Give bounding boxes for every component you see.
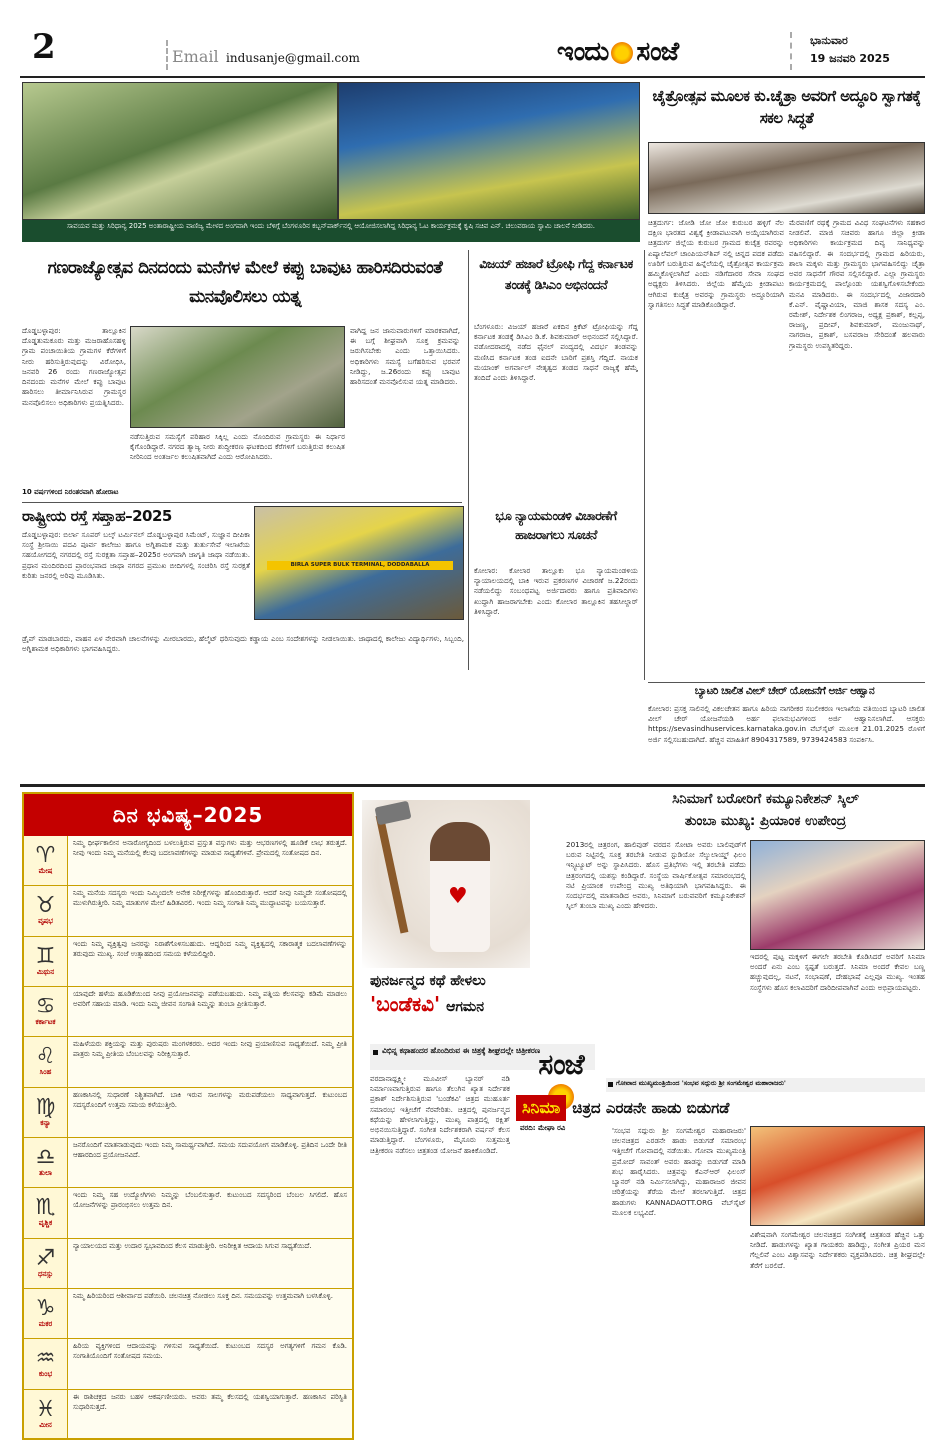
- cinema-subhead: [606, 1078, 925, 1092]
- bandekavi-lead-text: ವಿಭಿನ್ನ ಕಥಾಹಂದರ ಹೊಂದಿರುವ ಈ ಚಿತ್ರಕ್ಕೆ ಶೀಘ್ರದಲ್ಲೇ ಚಿತ್ರೀಕರಣ: [382, 1046, 541, 1055]
- zodiac-icon: ♒: [35, 1346, 56, 1372]
- wheelchair-headline: ಬ್ಯಾಟರಿ ಚಾಲಿತ ವೀಲ್ ಚೇರ್ ಯೋಜನೆಗೆ ಅರ್ಜಿ ಆಹ್ವಾನ: [694, 685, 875, 697]
- horoscope-row: [24, 1088, 352, 1138]
- horoscope-row: [24, 1239, 352, 1289]
- top-photo-left: [22, 82, 338, 220]
- zodiac-name: ವೃಶ್ಚಿಕ: [38, 1219, 53, 1228]
- top-photo-caption: ಸಾವಯವ ಮತ್ತು ಸಿರಿಧಾನ್ಯ 2025 ಅಂತಾರಾಷ್ಟ್ರೀಯ ವಾಣಿಜ್ಯ ಮೇಳದ ಅಂಗವಾಗಿ ಇಂದು ಬೆಳಿಗ್ಗೆ ಬೆಂಗಳೂರಿನ ಕಬ್ಬನ್‌ಪಾರ್ಕ್‌ನಲ್ಲಿ ಆಯೋಜಿಸಲಾಗಿದ್ದ ಸಿರಿಧಾನ್ಯ ಓಟ ಕಾರ್ಯಕ್ರಮಕ್ಕೆ ಕೃಷಿ ಸಚಿವ ಎನ್. ಚಲುವರಾಯ ಸ್ವಾಮಿ ಚಾಲನೆ ನೀಡಿದರು.: [22, 220, 640, 242]
- horoscope-title-bar: [24, 794, 352, 836]
- cinema-photo: [750, 1126, 925, 1226]
- priyanka-photo: [750, 840, 925, 950]
- zodiac-name: ತುಲಾ: [39, 1168, 52, 1177]
- square-bullet-icon: [373, 1050, 378, 1055]
- zodiac-prediction: ನಿಮ್ಮ ಹಿರಿಯರಿಂದ ಆಶೀರ್ವಾದ ಪಡೆಯಿರಿ. ಚಲನಚಿತ್ರ ನೋಡಲು ಸೂಕ್ತ ದಿನ. ಸಮಯವನ್ನು ಉತ್ತಮವಾಗಿ ಬಳಸಿಕೊಳ್ಳಿ.: [73, 1292, 333, 1300]
- priyanka-headline: [606, 790, 925, 836]
- zodiac-name: ಕುಂಭ: [38, 1370, 53, 1379]
- zodiac-sign: [24, 886, 68, 935]
- column-divider: [468, 250, 469, 670]
- email-label: Email: [172, 47, 219, 66]
- zodiac-icon: ♌: [35, 1044, 56, 1070]
- flag-col1: ದೊಡ್ಡಬಳ್ಳಾಪುರ: ತಾಲ್ಲೂಕಿನ ದೊಡ್ಡತುಮಕೂರು ಮತ್ತು ಮಜರಾಹೊಸಹಳ್ಳಿ ಗ್ರಾಮ ಪಂಚಾಯಿತಿಯ ಗ್ರಾಮಗಳ ಕೆರೆಗಳಿಗೆ ನೀರು ಹರಿಸುತ್ತಿರುವುದನ್ನು ವಿರೋಧಿಸಿ, ಜನವರಿ 26 ರಂದು ಗಣರಾಜ್ಯೋತ್ಸವ ದಿನದಂದು ಮನೆಗಳ ಮೇಲೆ ಕಪ್ಪು ಬಾವುಟ ಹಾರಿಸಲು ತೀರ್ಮಾನಿಸಿರುವ ಗ್ರಾಮಸ್ಥರ ಮನವೊಲಿಸಲು ಅಧಿಕಾರಿಗಳು ಪ್ರಯತ್ನಿಸಿದರು.: [22, 326, 126, 407]
- mid-page-rule: [20, 784, 925, 787]
- zodiac-prediction: ಇಂದು ನಿಮ್ಮ ವ್ಯಕ್ತಿತ್ವವು ಜನರನ್ನು ನಿರಾಶೆಗೊಳಿಸಬಹುದು. ಆದ್ದರಿಂದ ನಿಮ್ಮ ವ್ಯಕ್ತಿತ್ವದಲ್ಲಿ ಸಕಾರಾತ್ಮಕ ಬದಲಾವಣೆಗಳನ್ನು ತರುವುದು ಮುಖ್ಯ. ಸಂಜೆ ಉತ್ಸಾಹದಿಂದ ಸಮಯ ಕಳೆಯಲಿದ್ದೀರಿ.: [73, 939, 347, 958]
- zodiac-icon: ♍: [35, 1094, 56, 1120]
- column-divider: [644, 250, 645, 680]
- zodiac-sign: [24, 836, 68, 885]
- section-rule: [648, 682, 925, 683]
- zodiac-sign: [24, 1390, 68, 1439]
- cricket-headline: ವಿಜಯ್ ಹಜಾರೆ ಟ್ರೋಫಿ ಗೆದ್ದ ಕರ್ನಾಟಕ ತಂಡಕ್ಕೆ ಡಿಸಿಎಂ ಅಭಿನಂದನೆ: [479, 256, 633, 292]
- page-header: [0, 0, 945, 80]
- zodiac-prediction: ಮಹಿಳೆಯರು ಶಕ್ತಿಯನ್ನು ಮತ್ತು ಪುರುಷರು ಮಂಗಳಕರರು. ಅದರ ಇಂದು ನೀವು ಪ್ರಯಾಣಿಸುವ ಸಾಧ್ಯತೆಯಿದೆ. ನಿಮ್ಮ ಪ್ರೀತಿ ಪಾತ್ರರು ನಿಮ್ಮ ಪ್ರೀತಿಯ ಬೆಂಬಲವನ್ನು ನಿರೀಕ್ಷಿಸುತ್ತಾರೆ.: [73, 1040, 347, 1059]
- road-safety-banner: BIRLA SUPER BULK TERMINAL, DODDABALLA: [267, 561, 453, 570]
- masthead-right: ಸಂಜೆ: [636, 37, 679, 68]
- zodiac-name: ಧನಸ್ಸು: [37, 1269, 54, 1278]
- zodiac-sign: [24, 1138, 68, 1187]
- cinema-subhead-text: ಗೋವಾದ ಮುಖ್ಯಮಂತ್ರಿಯಿಂದ 'ಸಂಭವ ಸದ್ಗುರು ಶ್ರೀ ಸಂಗಮೇಶ್ವರ ಮಹಾರಾಜರು': [616, 1079, 786, 1087]
- zodiac-sign: [24, 937, 68, 986]
- zodiac-prediction: ಈ ರಾಶಿಚಕ್ರದ ಜನರು ಬಹಳ ಆಕರ್ಷಣೀಯರು. ಅವರು ತಮ್ಮ ಕೆಲಸದಲ್ಲಿ ಯಶಸ್ವಿಯಾಗುತ್ತಾರೆ. ಹಣಕಾಸಿನ ಪರಿಸ್ಥಿತಿ ಸುಧಾರಿಸುತ್ತದೆ.: [73, 1392, 347, 1411]
- zodiac-icon: ♉: [35, 893, 56, 919]
- road-safety-headline: ರಾಷ್ಟ್ರೀಯ ರಸ್ತೆ ಸಪ್ತಾಹ–2025: [22, 507, 172, 525]
- section-rule: [22, 502, 462, 503]
- zodiac-prediction: ಯಾವುದೇ ಹಳೆಯ ಹೂಡಿಕೆಯಿಂದ ನೀವು ಪ್ರಯೋಜನವನ್ನು ಪಡೆಯಬಹುದು. ನಿಮ್ಮ ಪತ್ನಿಯ ಕೆಲಸವನ್ನು ಕಡಿಮೆ ಮಾಡಲು ಅವರಿಗೆ ಸಹಾಯ ಮಾಡಿ. ಇಂದು ನಿಮ್ಮ ಜೀವನ ಸಂಗಾತಿ ನಿಮ್ಮನ್ನು ತುಂಬಾ ಪ್ರೀತಿಸುತ್ತಾರೆ.: [73, 990, 347, 1008]
- zodiac-name: ಕರ್ಕಾಟಕ: [35, 1017, 56, 1026]
- land-body: ಕೋಲಾರ: ಕೋಲಾರ ತಾಲ್ಲೂಕು ಭೂ ನ್ಯಾಯಮಂಡಳಿಯ ನ್ಯಾಯಾಲಯದಲ್ಲಿ ಬಾಕಿ ಇರುವ ಪ್ರಕರಣಗಳ ವಿಚಾರಣೆ ಜ.22ರಂದು ನಡೆಯಲಿದ್ದು ಸಂಬಂಧಪಟ್ಟ ಅರ್ಜಿದಾರರು ಹಾಗೂ ಪ್ರತಿವಾದಿಗಳು ಖುದ್ದಾಗಿ ಹಾಜರಾಗಬೇಕು ಎಂದು ಕೋಲಾರ ತಾಲ್ಲೂಕಿನ ತಹಸೀಲ್ದಾರ್ ತಿಳಿಸಿದ್ದಾರೆ.: [474, 566, 638, 616]
- cinema-logo-sub: ಸಿನಿಮಾ: [516, 1095, 566, 1121]
- flag-col2: ನಡೆಸುತ್ತಿರುವ ಸಮಸ್ಯೆಗೆ ಪರಿಹಾರ ಸಿಕ್ಕಿಲ್ಲ ಎಂದು ನೊಂದಿರುವ ಗ್ರಾಮಸ್ಥರು ಈ ನಿರ್ಧಾರ ಕೈಗೊಂಡಿದ್ದಾರೆ. ನಗರದ ತ್ಯಾಜ್ಯ ನೀರು ಶುದ್ಧೀಕರಣ ಘಟಕದಿಂದ ಕೆರೆಗಳಿಗೆ ಬರುತ್ತಿರುವ ಕಲುಷಿತ ನೀರಿನಿಂದ ಅಂತರ್ಜಲ ಕಲುಷಿತವಾಗಿದೆ ಎಂದು ಆರೋಪಿಸಿದರು.: [130, 432, 345, 462]
- bandekavi-photo: [362, 800, 530, 968]
- cinema-banner: [516, 1094, 925, 1122]
- zodiac-prediction: ಜನರೊಂದಿಗೆ ಮಾತನಾಡುವುದು ಇಂದು ನಿಮ್ಮ ಸಾಮರ್ಥ್ಯವಾಗಿದೆ. ಸಮಯ ಸದುಪಯೋಗ ಮಾಡಿಕೊಳ್ಳಿ. ಪ್ರತಿದಿನ ಒಂದೇ ರೀತಿ ಆಹಾರದಿಂದ ಪ್ರಯೋಜನವಿದೆ.: [73, 1141, 347, 1159]
- priyanka-headline-line1: ಸಿನಿಮಾಗೆ ಬರೋರಿಗೆ ಕಮ್ಯೂನಿಕೇಶನ್ ಸ್ಕಿಲ್: [672, 791, 859, 807]
- cinema-col2: ವಿಶೇಷವಾಗಿ ಸಂಗಮೇಶ್ವರ ಚಲನಚಿತ್ರದ ಸಂಗೀತಕ್ಕೆ ಚಿತ್ರತಂಡ ಹೆಚ್ಚಿನ ಒತ್ತು ನೀಡಿದೆ. ಹಾಡುಗಳನ್ನು ಖ್ಯಾತ ಗಾಯಕರು ಹಾಡಿದ್ದು, ಸಂಗೀತ ಪ್ರಿಯರ ಮನ ಗೆಲ್ಲಲಿವೆ ಎಂಬ ವಿಶ್ವಾಸವನ್ನು ನಿರ್ದೇಶಕರು ವ್ಯಕ್ತಪಡಿಸಿದರು. ಚಿತ್ರ ಶೀಘ್ರದಲ್ಲೇ ತೆರೆಗೆ ಬರಲಿದೆ.: [750, 1230, 925, 1270]
- email-link[interactable]: indusanje@gmail.com: [226, 51, 360, 65]
- top-photo-right: [338, 82, 640, 220]
- zodiac-name: ಕನ್ಯಾ: [40, 1118, 51, 1127]
- zodiac-name: ಮಕರ: [38, 1319, 53, 1328]
- horoscope-list: [24, 836, 352, 1438]
- zodiac-sign: [24, 1037, 68, 1086]
- horoscope-row: [24, 836, 352, 886]
- zodiac-sign: [24, 987, 68, 1036]
- zodiac-icon: ♑: [35, 1295, 56, 1321]
- masthead-logo: [500, 33, 735, 73]
- priyanka-headline-line2: ತುಂಬಾ ಮುಖ್ಯ: ಪ್ರಿಯಾಂಕ ಉಪೇಂದ್ರ: [684, 813, 847, 830]
- zodiac-icon: ♊: [35, 943, 56, 969]
- horoscope-row: [24, 1138, 352, 1188]
- road-safety-photo: [254, 506, 464, 620]
- horoscope-panel: [22, 792, 354, 1440]
- zodiac-prediction: ಹಣಕಾಸಿನಲ್ಲಿ ಸುಧಾರಣೆ ನಿಶ್ಚಿತವಾಗಿದೆ. ಬಾಕಿ ಇರುವ ಸಾಲಗಳನ್ನು ಮರುಪಡೆಯಲು ಸಾಧ್ಯವಾಗುತ್ತದೆ. ಕುಟುಂಬದ ಸದಸ್ಯರೊಂದಿಗೆ ಉತ್ತಮ ಸಮಯ ಕಳೆಯುತ್ತೀರಿ.: [73, 1090, 347, 1109]
- date-box: [790, 32, 915, 70]
- horoscope-row: [24, 886, 352, 936]
- day-label: ಭಾನುವಾರ: [810, 34, 848, 47]
- horoscope-row: [24, 1339, 352, 1389]
- masthead-left: ಇಂದು: [556, 37, 609, 68]
- bandekavi-body: ವರದಾನಾಥ್ಲಕ್ಷ್ಮೀ ಮೂವೀಸ್ ಬ್ಯಾನರ್ ನಡಿ ನಿರ್ಮಾಣವಾಗುತ್ತಿರುವ ಹಾಗೂ ತೆಲುಗಿನ ಖ್ಯಾತ ನಿರ್ದೇಶಕ ಪ್ರಕಾಶ್ ನಿರ್ದೇಶಿಸುತ್ತಿರುವ 'ಬಂಡೆಕವಿ' ಚಿತ್ರದ ಮುಹೂರ್ತ ಸಮಾರಂಭ ಇತ್ತೀಚೆಗೆ ನೆರವೇರಿತು. ಚಿತ್ರದಲ್ಲಿ ಪುನರ್ಜನ್ಮದ ಕಥೆಯನ್ನು ಹೇಳಲಾಗುತ್ತಿದ್ದು, ಮುಖ್ಯ ಪಾತ್ರದಲ್ಲಿ ರಕ್ಷಿತ್ ಅಭಿನಯಿಸುತ್ತಿದ್ದಾರೆ. ಸಂಗೀತ ನಿರ್ದೇಶಕರಾಗಿ ವರ್ಷನ್ ಕೆಲಸ ಮಾಡುತ್ತಿದ್ದಾರೆ. ಬೆಂಗಳೂರು, ಮೈಸೂರು ಸುತ್ತಮುತ್ತ ಚಿತ್ರೀಕರಣ ನಡೆಸಲು ಚಿತ್ರತಂಡ ಯೋಜನೆ ಹಾಕಿಕೊಂಡಿದೆ.: [370, 1074, 510, 1155]
- square-bullet-icon: [608, 1082, 613, 1087]
- zodiac-prediction: ನಿಮ್ಮ ಮನೆಯ ಸದಸ್ಯರು ಇಂದು ನಿಮ್ಮಿಂದಲೇ ಅನೇಕ ನಿರೀಕ್ಷೆಗಳನ್ನು ಹೊಂದಿರುತ್ತಾರೆ. ಆದರೆ ನೀವು ನಿಮ್ಮದೇ ಸಂತೋಷದಲ್ಲಿ ಮುಳುಗಿರುತ್ತೀರಿ. ನಿಮ್ಮ ಮಾತುಗಳ ಮೇಲೆ ಹಿಡಿತವಿರಲಿ. ಇಂದು ನಿಮ್ಮ ಸಂಗಾತಿ ನಿಮ್ಮ ಮುದ್ದಾಟವನ್ನು ಬಯಸುತ್ತಾರೆ.: [73, 889, 347, 908]
- zodiac-prediction: ಹಿರಿಯ ವ್ಯಕ್ತಿಗಳಿಂದ ಆದಾಯವನ್ನು ಗಳಿಸುವ ಸಾಧ್ಯತೆಯಿದೆ. ಕುಟುಂಬದ ಸದಸ್ಯರ ಅಗತ್ಯಗಳಿಗೆ ಗಮನ ಕೊಡಿ. ಸಂಗಾತಿಯೊಂದಿಗೆ ಸಂತೋಷದ ಸಮಯ.: [73, 1342, 347, 1361]
- header-rule: [20, 76, 925, 78]
- dashed-separator-right: [790, 32, 792, 70]
- zodiac-name: ಸಿಂಹ: [39, 1068, 52, 1077]
- chaitra-col1: ಚಿತ್ರದುರ್ಗ: ಜೋಡಿ ಜೋ ಜೋ ಕುರುಬರ ಹಳ್ಳಿಗೆ ನೆಲ ದಕ್ಷಿಣ ಭಾರತದ ವಿಶ್ವಕ್ಕೆ ಕ್ರೀಡಾಪಟುವಾಗಿ ಅಯ್ಕೆಯಾಗಿರುವ ಚಿತ್ರದುರ್ಗ ಜಿಲ್ಲೆಯ ಕುರುಬರ ಗ್ರಾಮದ ಕುಚೈತ್ರ ರವರನ್ನು ಏಷ್ಯಾಲೆವಲ್ ಚಾಂಪಿಯನ್‌ಶಿಪ್ ನಲ್ಲಿ ಚಿನ್ನದ ಪದಕ ಪಡೆದು ಊರಿಗೆ ಬರುತ್ತಿರುವ ಹಿನ್ನೆಲೆಯಲ್ಲಿ ಚೈತ್ರೋತ್ಸವ ಕಾರ್ಯಕ್ರಮ ಹಮ್ಮಿಕೊಳ್ಳಲಾಗಿದೆ ಎಂದು ನಡಿಗೆದಾರರ ಸೇವಾ ಸಂಘದ ಅಧ್ಯಕ್ಷರು ತಿಳಿಸಿದರು. ಜಿಲ್ಲೆಯ ಹೆಮ್ಮೆಯ ಕ್ರೀಡಾಪಟು ಆಗಿರುವ ಕುಚೈತ್ರ ಅವರನ್ನು ಗ್ರಾಮಸ್ಥರು ಅದ್ಧೂರಿಯಾಗಿ ಸ್ವಾಗತಿಸಲು ಸಿದ್ಧತೆ ಮಾಡಿಕೊಂಡಿದ್ದಾರೆ.: [648, 218, 784, 309]
- cinema-headline: ಚಿತ್ರದ ಎರಡನೇ ಹಾಡು ಬಿಡುಗಡೆ: [572, 1098, 730, 1117]
- teaser-name: 'ಬಂಡೆಕವಿ': [370, 991, 441, 1016]
- flag-col3: ವಾಗಿದ್ದ ಜನ ಜಾನುವಾರುಗಳಿಗೆ ಮಾರಕವಾಗಿದೆ, ಈ ಬಗ್ಗೆ ಶೀಘ್ರವಾಗಿ ಸೂಕ್ತ ಕ್ರಮವನ್ನು ಜರುಗಿಸಬೇಕು ಎಂದು ಒತ್ತಾಯಿಸಿದರು. ಅಧಿಕಾರಿಗಳು ಸಮಸ್ಯೆ ಬಗೆಹರಿಸುವ ಭರವಸೆ ನೀಡಿದ್ದು, ಜ.26ರಂದು ಕಪ್ಪು ಬಾವುಟ ಹಾರಿಸದಂತೆ ಮನವೊಲಿಸುವ ಯತ್ನ ಮಾಡಿದರು.: [350, 326, 460, 387]
- road-safety-body: ದೊಡ್ಡಬಳ್ಳಾಪುರ: ಬಿರ್ಲಾ ಸೂಪರ್ ಬಲ್ಕ್ ಟರ್ಮಿನಲ್ ದೊಡ್ಡಬಳ್ಳಾಪುರ ಸಿಮೆಂಟ್, ಸುಜ್ಞಾನ ದೀಪಿಕಾ ಸಂಸ್ಥೆ ಶ್ರೀಸಾಯಿ ಪದವಿ ಪೂರ್ವ ಕಾಲೇಜು ಹಾಗೂ ಅಗ್ನಿಶಾಮಕ ಮತ್ತು ತುರ್ತುಸೇವೆ ಇಲಾಖೆಯ ಸಹಯೋಗದಲ್ಲಿ ನಗರದಲ್ಲಿ ರಸ್ತೆ ಸುರಕ್ಷತಾ ಸಪ್ತಾಹ–2025ರ ಅಂಗವಾಗಿ ಜಾಗೃತಿ ಜಾಥಾ ನಡೆಯಿತು. ಪ್ರಧಾನ ಮಂದಿರದಿಂದ ಪ್ರಾರಂಭವಾದ ಜಾಥಾ ನಗರದ ಪ್ರಮುಖ ಬೀದಿಗಳಲ್ಲಿ ಸಂಚರಿಸಿ ರಸ್ತೆ ಸುರಕ್ಷತೆ ಕುರಿತು ಜನರಲ್ಲಿ ಅರಿವು ಮೂಡಿಸಿತು.: [22, 530, 250, 580]
- dashed-separator: [166, 40, 170, 70]
- sanje-logo-text: ಸಂಜೆ: [538, 1048, 584, 1081]
- zodiac-icon: ♋: [35, 993, 56, 1019]
- wheelchair-body: ಕೋಲಾರ: ಪ್ರಸಕ್ತ ಸಾಲಿನಲ್ಲಿ ವಿಕಲಚೇತನ ಹಾಗೂ ಹಿರಿಯ ನಾಗರೀಕರ ಸಬಲೀಕರಣ ಇಲಾಖೆಯ ವತಿಯಿಂದ ಬ್ಯಾಟರಿ ಚಾಲಿತ ವೀಲ್ ಚೇರ್ ಯೋಜನೆಯಡಿ ಅರ್ಹ ಫಲಾನುಭವಿಗಳಿಂದ ಅರ್ಜಿ ಆಹ್ವಾನಿಸಲಾಗಿದೆ. ಆಸಕ್ತರು https://sevasindhuservices.karnataka.gov.in ವೆಬ್‌ಸೈಟ್ ಮೂಲಕ 21.01.2025 ರೊಳಗೆ ಅರ್ಜಿ ಸಲ್ಲಿಸಬಹುದಾಗಿದೆ. ಹೆಚ್ಚಿನ ಮಾಹಿತಿಗೆ 8904317589, 9739424583 ಸಂಪರ್ಕಿಸಿ.: [648, 704, 925, 744]
- horoscope-row: [24, 987, 352, 1037]
- horoscope-row: [24, 1390, 352, 1440]
- cinema-col1: 'ಸಂಭವ ಸದ್ಗುರು ಶ್ರೀ ಸಂಗಮೇಶ್ವರ ಮಹಾರಾಜರು' ಚಲನಚಿತ್ರದ ಎರಡನೇ ಹಾಡು ಬಿಡುಗಡೆ ಸಮಾರಂಭ ಇತ್ತೀಚೆಗೆ ಗೋವಾದಲ್ಲಿ ನಡೆಯಿತು. ಗೋವಾ ಮುಖ್ಯಮಂತ್ರಿ ಪ್ರಮೋದ್ ಸಾವಂತ್ ಅವರು ಹಾಡನ್ನು ಬಿಡುಗಡೆ ಮಾಡಿ ಶುಭ ಹಾರೈಸಿದರು. ಚಿತ್ರವನ್ನು ಕೆಎನ್‌ಆರ್ ಫಿಲಂಸ್ ಬ್ಯಾನರ್ ನಡಿ ನಿರ್ಮಿಸಲಾಗಿದ್ದು, ಮಹಾರಾಜರ ಜೀವನ ಚರಿತ್ರೆಯನ್ನು ತೆರೆಯ ಮೇಲೆ ತರಲಾಗುತ್ತಿದೆ. ಚಿತ್ರದ ಹಾಡುಗಳು KANNADAOTT.ORG ವೆಬ್‌ಸೈಟ್ ಮೂಲಕ ಲಭ್ಯವಿದೆ.: [612, 1126, 746, 1217]
- chaitra-col2: ಮೆರವಣಿಗೆ ರಥಕ್ಕೆ ಗ್ರಾಮದ ವಿವಿಧ ಸಂಘಟನೆಗಳು ಸಹಕಾರ ನೀಡಲಿವೆ. ಮಾಜಿ ಸಚಿವರು ಹಾಗೂ ಜಿಲ್ಲಾ ಕ್ರೀಡಾ ಅಧಿಕಾರಿಗಳು ಕಾರ್ಯಕ್ರಮದ ದಿವ್ಯ ಸಾನಿಧ್ಯವನ್ನು ವಹಿಸಲಿದ್ದಾರೆ. ಈ ಸಂದರ್ಭದಲ್ಲಿ ಗ್ರಾಮದ ಹಿರಿಯರು, ಶಾಲಾ ಮಕ್ಕಳು ಮತ್ತು ಗ್ರಾಮಸ್ಥರು ಭಾಗವಹಿಸಲಿದ್ದು ಚೈತ್ರಾ ಅವರ ಸಾಧನೆಗೆ ಗೌರವ ಸಲ್ಲಿಸಲಿದ್ದಾರೆ. ಎಲ್ಲಾ ಗ್ರಾಮಸ್ಥರು ಕಾರ್ಯಕ್ರಮದಲ್ಲಿ ಪಾಲ್ಗೊಂಡು ಯಶಸ್ವಿಗೊಳಿಸಬೇಕೆಂದು ಮನವಿ ಮಾಡಿದರು. ಈ ಸಂದರ್ಭದಲ್ಲಿ ವಿಜಾರದಾರಿ ಕೆ.ಎನ್. ವೈಷ್ಣಾವಿಯಾ, ಮಾಜಿ ಶಾಸಕ ಸದಸ್ಯ ಎಂ. ರಮೇಶ್, ನಿರ್ದೇಶಕ ಲಿಂಗರಾಜ, ಅಧ್ಯಕ್ಷ ಪ್ರಕಾಶ್, ಕಲ್ಲಪ್ಪ, ರಾಜಣ್ಣ, ಪ್ರದೀಪ್, ಶಿವಕುಮಾರ್, ಮಂಜುನಾಥ್, ನಾಗರಾಜ, ಪ್ರಕಾಶ್, ಬಸವರಾಜ ಸೇರಿದಂತೆ ಹಲವಾರು ಗ್ರಾಮಸ್ಥರು ಉಪಸ್ಥಿತರಿದ್ದರು.: [789, 218, 925, 350]
- flag-photo: [130, 326, 345, 428]
- zodiac-sign: [24, 1289, 68, 1338]
- zodiac-name: ಮಿಥುನ: [36, 967, 55, 976]
- land-headline: ಭೂ ನ್ಯಾಯಮಂಡಳಿ ವಿಚಾರಣೆಗೆ ಹಾಜರಾಗಲು ಸೂಚನೆ: [495, 508, 617, 543]
- sledgehammer-icon: [376, 814, 409, 933]
- zodiac-name: ಮೀನ: [39, 1420, 52, 1429]
- cricket-body: ಬೆಂಗಳೂರು: ವಿಜಯ್ ಹಜಾರೆ ಏಕದಿನ ಕ್ರಿಕೆಟ್ ಟ್ರೋಫಿಯನ್ನು ಗೆದ್ದ ಕರ್ನಾಟಕ ತಂಡಕ್ಕೆ ಡಿಸಿಎಂ ಡಿ.ಕೆ. ಶಿವಕುಮಾರ್ ಅಭಿನಂದನೆ ಸಲ್ಲಿಸಿದ್ದಾರೆ. ವಡೋದರಾದಲ್ಲಿ ನಡೆದ ಫೈನಲ್ ಪಂದ್ಯದಲ್ಲಿ ವಿದರ್ಭ ತಂಡವನ್ನು ಮಣಿಸಿದ ಕರ್ನಾಟಕ ತಂಡ ಐದನೇ ಬಾರಿಗೆ ಪ್ರಶಸ್ತಿ ಗೆದ್ದಿದೆ. ನಾಯಕ ಮಯಾಂಕ್ ಅಗರ್ವಾಲ್ ನೇತೃತ್ವದ ತಂಡದ ಸಾಧನೆ ರಾಜ್ಯಕ್ಕೆ ಹೆಮ್ಮೆ ತಂದಿದೆ ಎಂದು ತಿಳಿಸಿದ್ದಾರೆ.: [474, 322, 638, 383]
- teaser-line2: ಆಗಮನ: [446, 998, 485, 1015]
- horoscope-row: [24, 1037, 352, 1087]
- zodiac-icon: ♎: [35, 1144, 56, 1170]
- horoscope-row: [24, 1188, 352, 1238]
- zodiac-icon: ♈: [35, 842, 56, 868]
- teaser-line1: ಪುನರ್ಜನ್ಮದ ಕಥೆ ಹೇಳಲು: [370, 973, 486, 989]
- zodiac-icon: ♓: [35, 1396, 56, 1422]
- road-safety-body2: ಡ್ರೈವ್ ಮಾಡಬಾರದು, ವಾಹನ ಏಳ ನೇರವಾಗಿ ಚಾಲನೆಗಳನ್ನು ಮೀರಬಾರದು, ಹೆಲ್ಮೆಟ್ ಧರಿಸುವುದು ಕಡ್ಡಾಯ ಎಂಬ ಸಂದೇಶಗಳನ್ನು ನೀಡಲಾಯಿತು. ಜಾಥಾದಲ್ಲಿ ಕಾಲೇಜು ವಿದ್ಯಾರ್ಥಿಗಳು, ಸಿಬ್ಬಂದಿ, ಅಗ್ನಿಶಾಮಕ ಅಧಿಕಾರಿಗಳು ಭಾಗವಹಿಸಿದ್ದರು.: [22, 634, 464, 654]
- priyanka-col2: ಇದರಲ್ಲಿ ಪುಟ್ಟ ಮಕ್ಕಳಿಗೆ ಈಗಲೇ ತರಬೇತಿ ಕೊಡಿಸಿದರೆ ಅವರಿಗೆ ಸಿನಿಮಾ ಅಂದರೆ ಏನು ಎಂಬ ಸ್ಪಷ್ಟತೆ ಬರುತ್ತದೆ. ಸಿನಿಮಾ ಅಂದರೆ ಕೇವಲ ಬಣ್ಣ ಹಚ್ಚುವುದಲ್ಲ, ನಟನೆ, ಸಂಭಾಷಣೆ, ದೇಹಭಾಷೆ ಎಲ್ಲವೂ ಮುಖ್ಯ. ಇಂತಹ ಸಂಸ್ಥೆಗಳು ಹೊಸ ಕಲಾವಿದರಿಗೆ ದಾರಿದೀಪವಾಗಿವೆ ಎಂದು ಅಭಿಪ್ರಾಯಪಟ್ಟರು.: [750, 952, 925, 992]
- zodiac-prediction: ನ್ಯಾಯಾಲಯದ ಮತ್ತು ಉದಾರ ಸ್ವಭಾವದಿಂದ ಕೆಲಸ ಮಾಡುತ್ತೀರಿ. ಅನಿರೀಕ್ಷಿತ ಆದಾಯ ಸಿಗುವ ಸಾಧ್ಯತೆಯಿದೆ.: [73, 1241, 312, 1250]
- zodiac-sign: [24, 1188, 68, 1237]
- bandekavi-credit: ವರದಿ: ಮೇಘಾ ರವಿ: [520, 1124, 566, 1132]
- zodiac-icon: ♐: [35, 1245, 56, 1271]
- horoscope-row: [24, 1289, 352, 1339]
- page-number: 2: [32, 30, 56, 64]
- sun-icon: [611, 42, 633, 64]
- zodiac-icon: ♏: [35, 1195, 56, 1221]
- zodiac-prediction: ಇಂದು ನಿಮ್ಮ ಸಹ ಉದ್ಯೋಗಿಗಳು ನಿಮ್ಮನ್ನು ಬೆಂಬಲಿಸುತ್ತಾರೆ. ಕುಟುಂಬದ ಸದಸ್ಯರಿಂದ ಬೆಂಬಲ ಸಿಗಲಿದೆ. ಹೊಸ ಯೋಜನೆಗಳನ್ನು ಪ್ರಾರಂಭಿಸಲು ಉತ್ತಮ ದಿನ.: [73, 1191, 347, 1210]
- zodiac-sign: [24, 1339, 68, 1388]
- chaitra-headline: ಚೈತ್ರೋತ್ಸವ ಮೂಲಕ ಕು.ಚೈತ್ರಾ ಅವರಿಗೆ ಅದ್ಧೂರಿ ಸ್ವಾಗತಕ್ಕೆ ಸಕಲ ಸಿದ್ಧತೆ: [652, 87, 921, 127]
- horoscope-title: ದಿನ ಭವಿಷ್ಯ–2025: [112, 802, 264, 827]
- horoscope-row: [24, 937, 352, 987]
- zodiac-prediction: ನಿಮ್ಮ ಧೀರ್ಘಕಾಲೀನ ಅನಾರೋಗ್ಯದಿಂದ ಬಳಲುತ್ತಿರುವ ಪ್ರಸ್ತುತ ವಸ್ತುಗಳು ಮತ್ತು ಆಭರಣಗಳಲ್ಲಿ ಹೂಡಿಕೆ ಲಾಭ ತರುತ್ತದೆ. ನೀವು ಇಂದು ನಿಮ್ಮ ಮನೆಯಲ್ಲಿ ಕೆಲವು ಬದಲಾವಣೆಗಳನ್ನು ಮಾಡುವ ಸಾಧ್ಯತೆಗಳಿವೆ. ಪ್ರೇಮದಲ್ಲಿ ಸಂತೋಷದ ದಿನ.: [73, 839, 347, 857]
- zodiac-sign: [24, 1239, 68, 1288]
- flag-headline: ಗಣರಾಜ್ಯೋತ್ಸವ ದಿನದಂದು ಮನೆಗಳ ಮೇಲೆ ಕಪ್ಪು ಬಾವುಟ ಹಾರಿಸದಿರುವಂತೆ ಮನವೊಲಿಸಲು ಯತ್ನ: [47, 258, 443, 307]
- date-label: 19 ಜನವರಿ 2025: [810, 52, 890, 65]
- heart-icon: ♥: [448, 884, 468, 909]
- zodiac-name: ಮೇಷ: [38, 866, 53, 875]
- priyanka-col1: 2013ರಲ್ಲಿ ಚಿತ್ರರಂಗ, ಹಾಲಿವುಡ್ ವರದನ ಸೋಟಾ ಅವರು ಬಾಲಿವುಡ್‌ಗೆ ಬರುವ ನಿಟ್ಟಿನಲ್ಲಿ ಸೂಕ್ತ ತರಬೇತಿ ನೀಡುವ ಸ್ಟುಡಿಯೋ ಸೆಲ್ಯುಲಾಯ್ಡ್ ಫಿಲಂ ಇನ್ಸ್ಟಿಟ್ಯೂಟ್ ಅನ್ನು ಸ್ಥಾಪಿಸಿದರು. ಹೊಸ ಪ್ರತಿಭೆಗಳು ಇಲ್ಲಿ ತರಬೇತಿ ಪಡೆದು ಚಿತ್ರರಂಗದಲ್ಲಿ ಯಶಸ್ಸು ಕಂಡಿದ್ದಾರೆ. ಸಂಸ್ಥೆಯ ವಾರ್ಷಿಕೋತ್ಸವ ಸಮಾರಂಭದಲ್ಲಿ ನಟಿ ಪ್ರಿಯಾಂಕ ಉಪೇಂದ್ರ ಮುಖ್ಯ ಅತಿಥಿಯಾಗಿ ಭಾಗವಹಿಸಿದ್ದರು. ಈ ಸಂದರ್ಭದಲ್ಲಿ ಮಾತನಾಡಿದ ಅವರು, ಸಿನಿಮಾಗೆ ಬರುವವರಿಗೆ ಕಮ್ಯೂನಿಕೇಶನ್ ಸ್ಕಿಲ್ ತುಂಬಾ ಮುಖ್ಯ ಎಂದು ಹೇಳಿದರು.: [566, 840, 746, 911]
- flag-photo-caption: 10 ವರ್ಷಗಳಿಂದ ನಿರಂತರವಾಗಿ ಹೋರಾಟ: [22, 488, 119, 496]
- chaitra-photo: [648, 142, 925, 214]
- sledgehammer-head: [375, 801, 412, 826]
- zodiac-sign: [24, 1088, 68, 1137]
- zodiac-name: ವೃಷಭ: [38, 917, 53, 926]
